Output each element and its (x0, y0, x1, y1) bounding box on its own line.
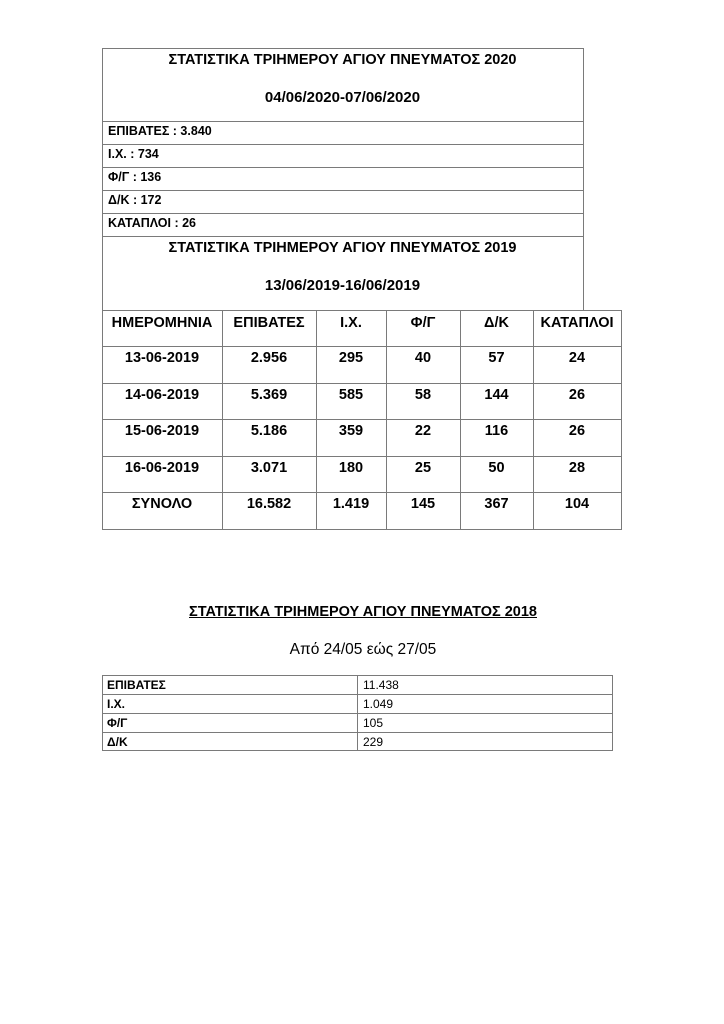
stats-2020-date-range: 04/06/2020-07/06/2020 (264, 89, 421, 106)
cell-passengers: 2.956 (250, 350, 288, 366)
row-label: Φ/Γ (107, 716, 128, 730)
cell-trucks: 145 (410, 496, 436, 512)
cell-arrivals: 104 (564, 496, 590, 512)
stats-2020-buses: Δ/Κ : 172 (108, 193, 162, 207)
divider (102, 529, 622, 530)
stats-2020-cars: Ι.Χ. : 734 (108, 147, 159, 161)
stats-2018-title: ΣΤΑΤΙΣΤΙΚΑ ΤΡΙΗΜΕΡΟΥ ΑΓΙΟΥ ΠΝΕΥΜΑΤΟΣ 2018 (189, 604, 537, 620)
cell-passengers: 16.582 (246, 496, 292, 512)
divider (102, 346, 622, 347)
divider (612, 675, 613, 751)
cell-buses: 57 (488, 350, 505, 366)
cell-buses: 144 (484, 387, 509, 403)
cell-total-label: ΣΥΝΟΛΟ (131, 496, 193, 512)
cell-arrivals: 28 (568, 460, 586, 476)
cell-passengers: 5.186 (250, 423, 288, 439)
border (102, 48, 584, 49)
cell-date: 15-06-2019 (124, 423, 200, 439)
cell-trucks: 58 (414, 387, 432, 403)
stats-2020-trucks: Φ/Γ : 136 (108, 170, 162, 184)
cell-arrivals: 24 (568, 350, 586, 366)
cell-cars: 180 (338, 460, 364, 476)
row-label: Δ/Κ (107, 735, 128, 749)
stats-2019-title: ΣΤΑΤΙΣΤΙΚΑ ΤΡΙΗΜΕΡΟΥ ΑΓΙΟΥ ΠΝΕΥΜΑΤΟΣ 2019 (168, 240, 517, 256)
column-header-passengers: ΕΠΙΒΑΤΕΣ (233, 315, 305, 331)
column-header-trucks: Φ/Γ (410, 315, 436, 331)
column-header-buses: Δ/Κ (484, 315, 509, 331)
divider (357, 675, 358, 751)
cell-date: 16-06-2019 (124, 460, 200, 476)
stats-2019-date-range: 13/06/2019-16/06/2019 (264, 277, 421, 294)
divider (102, 121, 584, 122)
cell-cars: 585 (338, 387, 364, 403)
cell-trucks: 25 (414, 460, 432, 476)
row-value: 229 (363, 735, 384, 749)
cell-arrivals: 26 (568, 423, 586, 439)
cell-date: 13-06-2019 (124, 350, 200, 366)
cell-buses: 50 (488, 460, 505, 476)
divider (102, 167, 584, 168)
row-label: ΕΠΙΒΑΤΕΣ (107, 678, 166, 692)
cell-buses: 367 (484, 496, 509, 512)
cell-buses: 116 (484, 423, 509, 439)
divider (102, 456, 622, 457)
cell-passengers: 5.369 (250, 387, 288, 403)
stats-2020-passengers: ΕΠΙΒΑΤΕΣ : 3.840 (108, 124, 212, 138)
divider (102, 213, 584, 214)
stats-2020-title: ΣΤΑΤΙΣΤΙΚΑ ΤΡΙΗΜΕΡΟΥ ΑΓΙΟΥ ΠΝΕΥΜΑΤΟΣ 2020 (168, 52, 517, 68)
divider (102, 190, 584, 191)
cell-cars: 359 (338, 423, 364, 439)
divider (102, 383, 622, 384)
cell-date: 14-06-2019 (124, 387, 200, 403)
row-value: 105 (363, 716, 384, 730)
divider (102, 419, 622, 420)
divider (102, 310, 622, 311)
cell-cars: 1.419 (332, 496, 370, 512)
cell-passengers: 3.071 (250, 460, 288, 476)
row-value: 1.049 (363, 697, 394, 711)
stats-2020-arrivals: ΚΑΤΑΠΛΟΙ : 26 (108, 216, 196, 230)
divider (102, 236, 584, 237)
cell-cars: 295 (338, 350, 364, 366)
divider (102, 492, 622, 493)
cell-trucks: 40 (414, 350, 432, 366)
divider (621, 310, 622, 530)
stats-2018-date-range: Από 24/05 εώς 27/05 (289, 641, 437, 658)
row-label: Ι.Χ. (107, 697, 126, 711)
cell-trucks: 22 (414, 423, 432, 439)
divider (102, 675, 103, 751)
cell-arrivals: 26 (568, 387, 586, 403)
row-value: 11.438 (363, 678, 399, 692)
border (583, 48, 584, 310)
divider (102, 144, 584, 145)
column-header-arrivals: ΚΑΤΑΠΛΟΙ (540, 315, 614, 331)
column-header-cars: Ι.Χ. (340, 315, 362, 331)
column-header-date: ΗΜΕΡΟΜΗΝΙΑ (111, 315, 213, 331)
